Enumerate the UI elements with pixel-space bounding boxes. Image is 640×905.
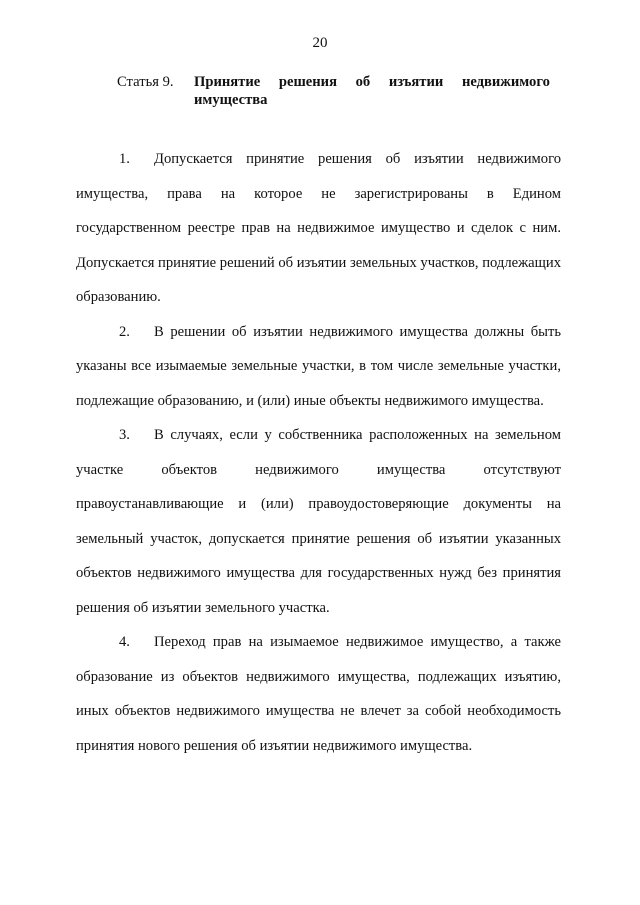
article-label: Статья 9. bbox=[117, 74, 174, 90]
article-body bbox=[76, 142, 561, 763]
article-title bbox=[194, 73, 550, 109]
page-number: 20 bbox=[312, 35, 328, 51]
clause-4 bbox=[76, 625, 561, 763]
clause-number: 2. bbox=[119, 323, 130, 340]
article-title-line-1: Принятие решения об изъятии недвижимого bbox=[194, 74, 550, 90]
clause-text: В случаях, если у собственника расположенных на земельном участке объектов недвижимого имущества отсутствуют правоустанавливающие и (или) правоудостоверяющие документы на земельный участок, допускается принятие решения об изъятии указанных объектов недвижимого имущества для государственных нужд без принятия решения об изъятии земельного участка. bbox=[76, 427, 561, 616]
article-heading bbox=[117, 73, 567, 109]
clause-text: В решении об изъятии недвижимого имущества должны быть указаны все изымаемые земельные участки, в том числе земельные участки, подлежащие образованию, и (или) иные объекты недвижимого имущества. bbox=[76, 323, 561, 409]
clause-1 bbox=[76, 142, 561, 315]
article-title-line-2: имущества bbox=[194, 92, 268, 108]
clause-number: 3. bbox=[119, 427, 130, 443]
clause-number: 4. bbox=[119, 634, 130, 650]
clause-3 bbox=[76, 418, 561, 625]
clause-text: Допускается принятие решения об изъятии недвижимого имущества, права на которое не зарегистрированы в Едином государственном реестре прав на недвижимое имущество и сделок с ним. Допускается принятие решений об изъятии земельных участков, подлежащих образованию. bbox=[76, 151, 562, 305]
clause-text: Переход прав на изымаемое недвижимое имущество, а также образование из объектов недвижимого имущества, подлежащих изъятию, иных объектов недвижимого имущества не влечет за собой необходимость принятия нового решения об изъятии недвижимого имущества. bbox=[76, 634, 561, 754]
clause-2 bbox=[76, 315, 561, 419]
clause-number: 1. bbox=[119, 151, 130, 167]
